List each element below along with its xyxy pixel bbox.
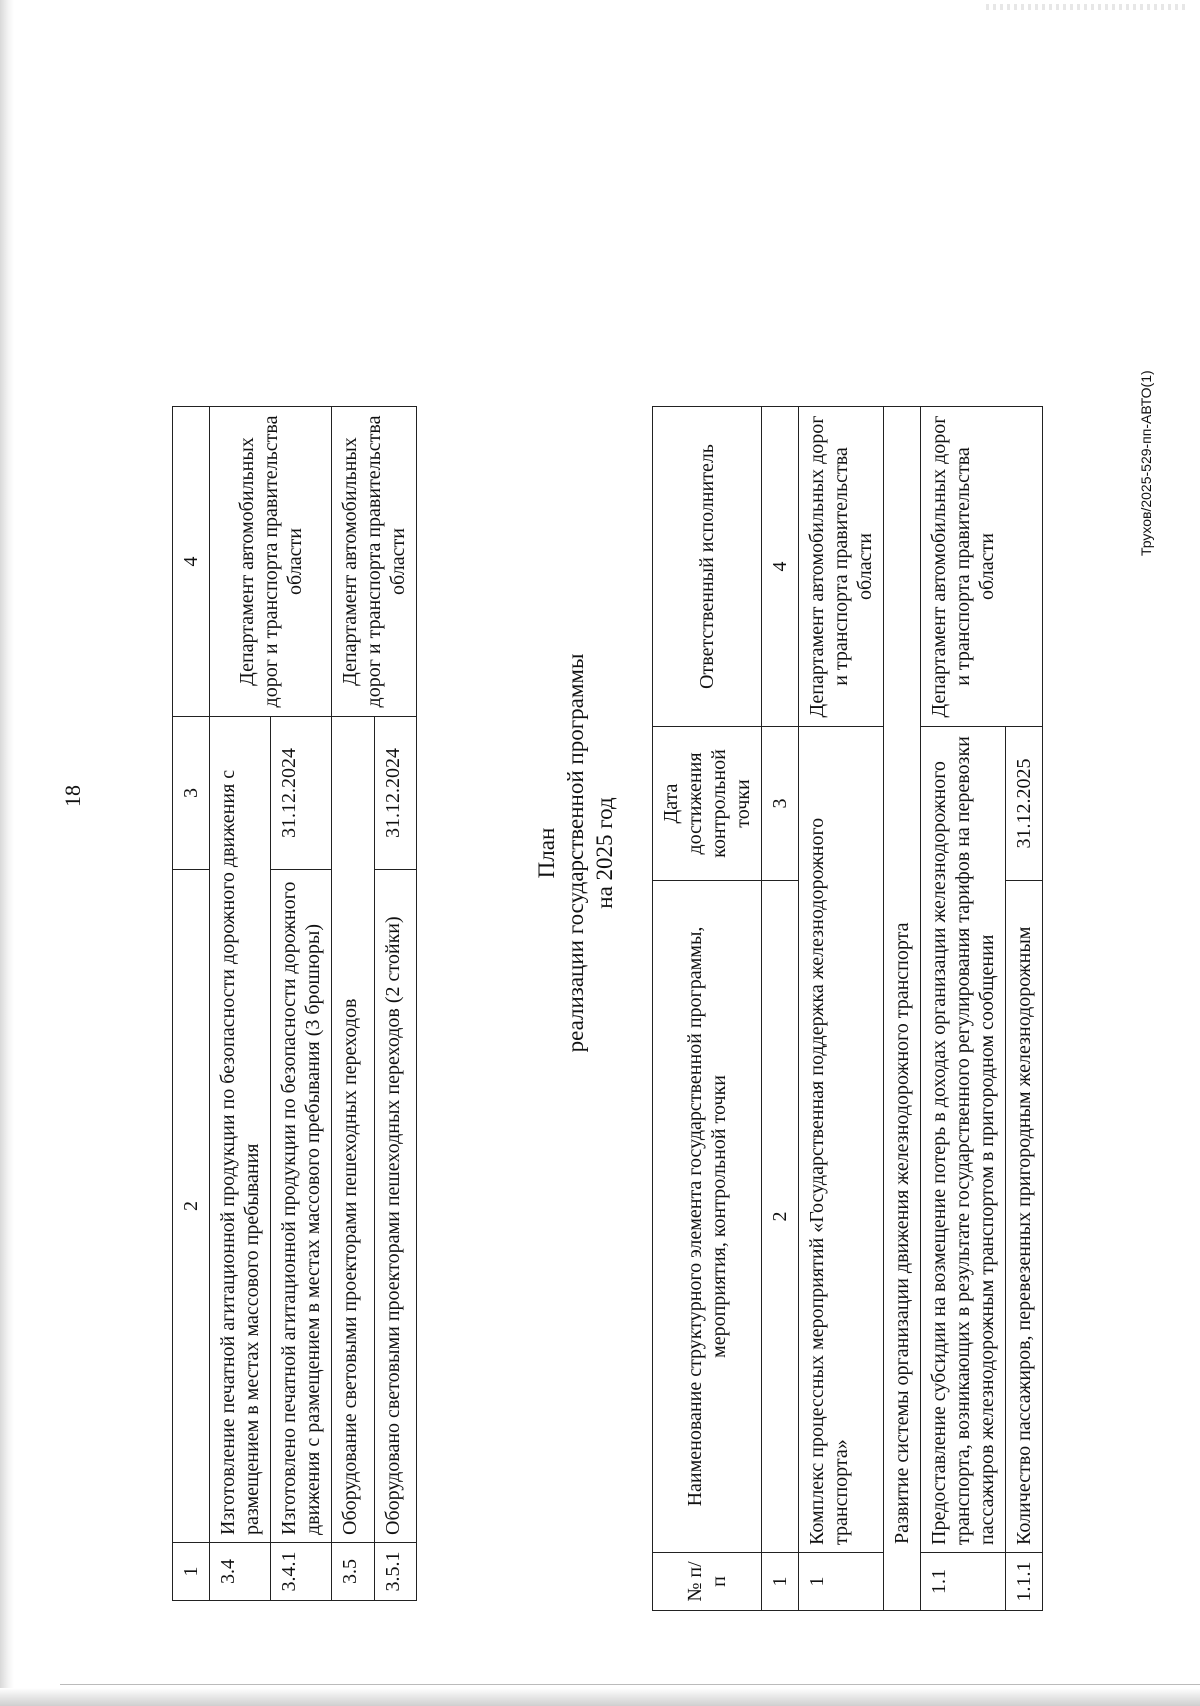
- table2-index-cell: 3: [762, 727, 799, 881]
- table2-header-cell: Дата достижения контрольной точки: [653, 727, 762, 881]
- row-number: 3.4.1: [271, 1543, 332, 1601]
- table-row: [921, 407, 1006, 1611]
- table-plan-2024-continuation: [172, 406, 417, 1601]
- plan-title-line: на 2025 год: [592, 797, 617, 909]
- table2-section-row: [884, 407, 921, 1611]
- row-name: Комплекс процессных мероприятий «Государственная поддержка железнодорожного транспорта»: [799, 727, 884, 1553]
- table2-header-cell: Ответственный исполнитель: [653, 407, 762, 727]
- row-name: Оборудовано световыми проекторами пешеходных переходов (2 стойки): [374, 870, 417, 1543]
- row-name: Оборудование световыми проекторами пешеходных переходов: [332, 717, 375, 1543]
- row-number: 3.5.1: [374, 1543, 417, 1601]
- row-number: 3.4: [210, 1543, 271, 1601]
- row-executor: Департамент автомобильных дорог и транспорта правительства области: [799, 407, 884, 727]
- table2-index-cell: 2: [762, 881, 799, 1553]
- table-row: [332, 407, 375, 1601]
- table1-header-cell: 2: [173, 870, 210, 1543]
- plan-title: [532, 0, 619, 1706]
- table2-index-row: [762, 407, 799, 1611]
- table-row: [799, 407, 884, 1611]
- table1-header-cell: 3: [173, 717, 210, 870]
- row-name: Количество пассажиров, перевезенных пригородным железнодорожным: [1006, 881, 1043, 1553]
- table-plan-2025: [652, 406, 1043, 1611]
- table2-header-row: [653, 407, 762, 1611]
- row-name: Изготовление печатной агитационной продукции по безопасности дорожного движения с размещением в местах массового пребывания: [210, 717, 271, 1543]
- scan-line: [60, 1684, 1200, 1685]
- row-name: Изготовлено печатной агитационной продукции по безопасности дорожного движения с размещением в местах массового пребывания (3 брошюры): [271, 870, 332, 1543]
- table1-header-cell: 1: [173, 1543, 210, 1601]
- row-number: 1: [799, 1553, 884, 1611]
- table2-index-cell: 1: [762, 1553, 799, 1611]
- row-date: 31.12.2024: [271, 717, 332, 870]
- row-name: Предоставление субсидии на возмещение потерь в доходах организации железнодорожного транспорта, возникающих в результате государственного регулирования тарифов на перевозки пассажиров железнодорожным транспортом в пригородном сообщении: [921, 727, 1006, 1553]
- section-title: Развитие системы организации движения железнодорожного транспорта: [884, 407, 921, 1611]
- scan-edge-bottom: [0, 1688, 1200, 1706]
- row-executor: Департамент автомобильных дорог и транспорта правительства области: [921, 407, 1043, 727]
- row-executor: Департамент автомобильных дорог и транспорта правительства области: [210, 407, 332, 717]
- row-date: 31.12.2025: [1006, 727, 1043, 881]
- row-number: 1.1: [921, 1553, 1006, 1611]
- row-executor: Департамент автомобильных дорог и транспорта правительства области: [332, 407, 417, 717]
- table1-header-cell: 4: [173, 407, 210, 717]
- table2-index-cell: 4: [762, 407, 799, 727]
- page-number: 18: [60, 785, 85, 807]
- row-date: 31.12.2024: [374, 717, 417, 870]
- document-code: Трухов/2025-529-пп-АВТО(1): [1138, 370, 1154, 556]
- plan-title-line: реализации государственной программы: [563, 653, 588, 1053]
- table-row: [210, 407, 271, 1601]
- plan-title-line: План: [534, 827, 559, 879]
- row-number: 1.1.1: [1006, 1553, 1043, 1611]
- table2-header-cell: № п/п: [653, 1553, 762, 1611]
- row-number: 3.5: [332, 1543, 375, 1601]
- table1-header-row: [173, 407, 210, 1601]
- table2-header-cell: Наименование структурного элемента государственной программы, мероприятия, контрольной точки: [653, 881, 762, 1553]
